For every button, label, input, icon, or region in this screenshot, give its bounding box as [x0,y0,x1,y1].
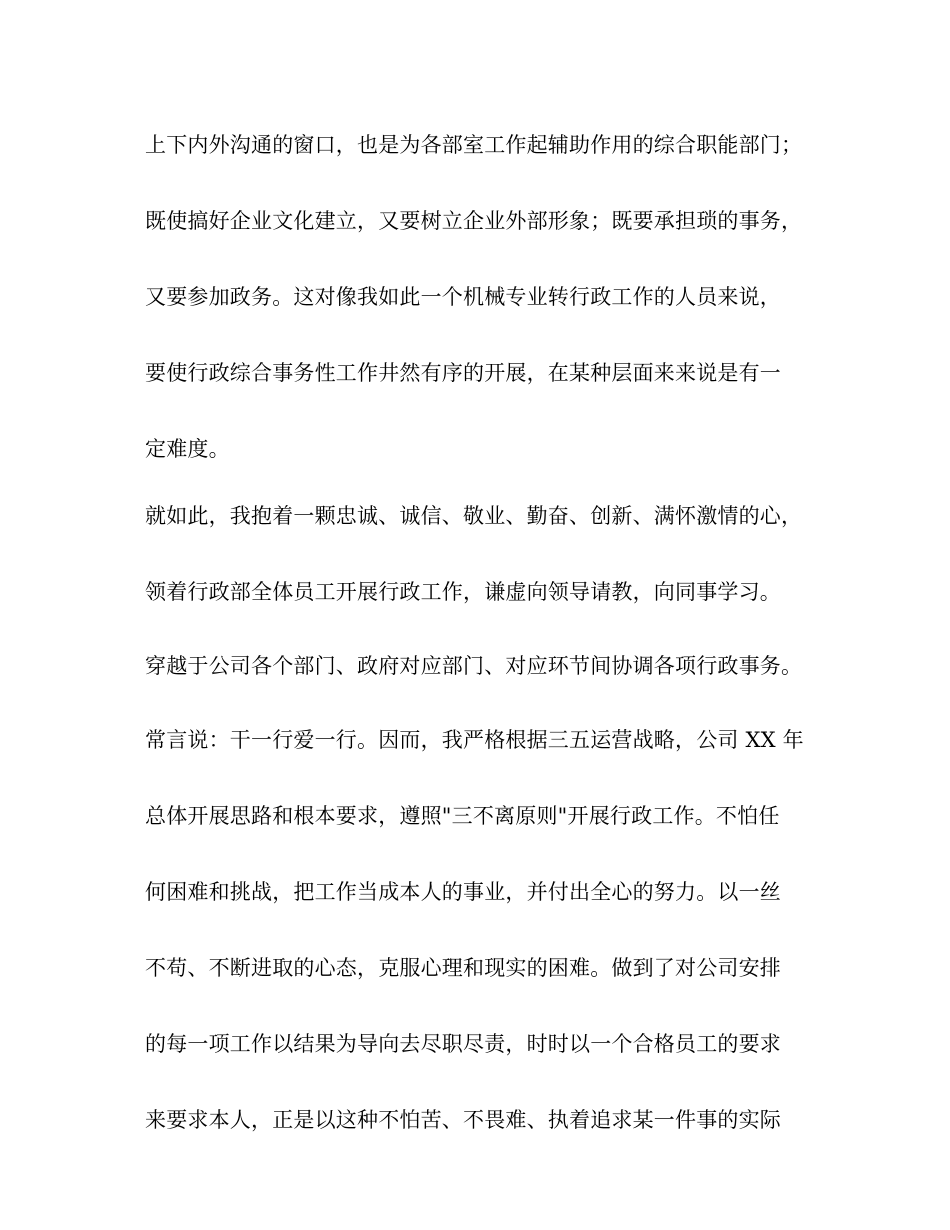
text-line: 何困难和挑战，把工作当成本人的事业，并付出全心的努力。以一丝 [145,880,781,904]
text-line: 就如此，我抱着一颗忠诚、诚信、敬业、勤奋、创新、满怀激情的心， [145,504,803,528]
text-line: 要使行政综合事务性工作井然有序的开展，在某种层面来来说是有一 [145,361,781,385]
text-line: 不苟、不断进取的心态，克服心理和现实的困难。做到了对公司安排 [145,956,781,980]
text-line: 又要参加政务。这对像我如此一个机械专业转行政工作的人员来说， [145,285,781,309]
text-line: 总体开展思路和根本要求，遵照"三不离原则"开展行政工作。不怕任 [145,804,780,828]
text-line: 上下内外沟通的窗口，也是为各部室工作起辅助作用的综合职能部门； [145,133,803,157]
text-line: 常言说：干一行爱一行。因而，我严格根据三五运营战略，公司 XX 年 [145,728,804,752]
text-line: 既使搞好企业文化建立，又要树立企业外部形象；既要承担琐的事务， [145,209,803,233]
text-line: 穿越于公司各个部门、政府对应部门、对应环节间协调各项行政事务。 [145,654,803,678]
text-line: 领着行政部全体员工开展行政工作，谦虚向领导请教，向同事学习。 [145,580,781,604]
text-line: 来要求本人，正是以这种不怕苦、不畏难、执着追求某一件事的实际 [145,1108,781,1132]
text-line: 的每一项工作以结果为导向去尽职尽责，时时以一个合格员工的要求 [145,1032,781,1056]
text-line: 定难度。 [145,437,230,461]
